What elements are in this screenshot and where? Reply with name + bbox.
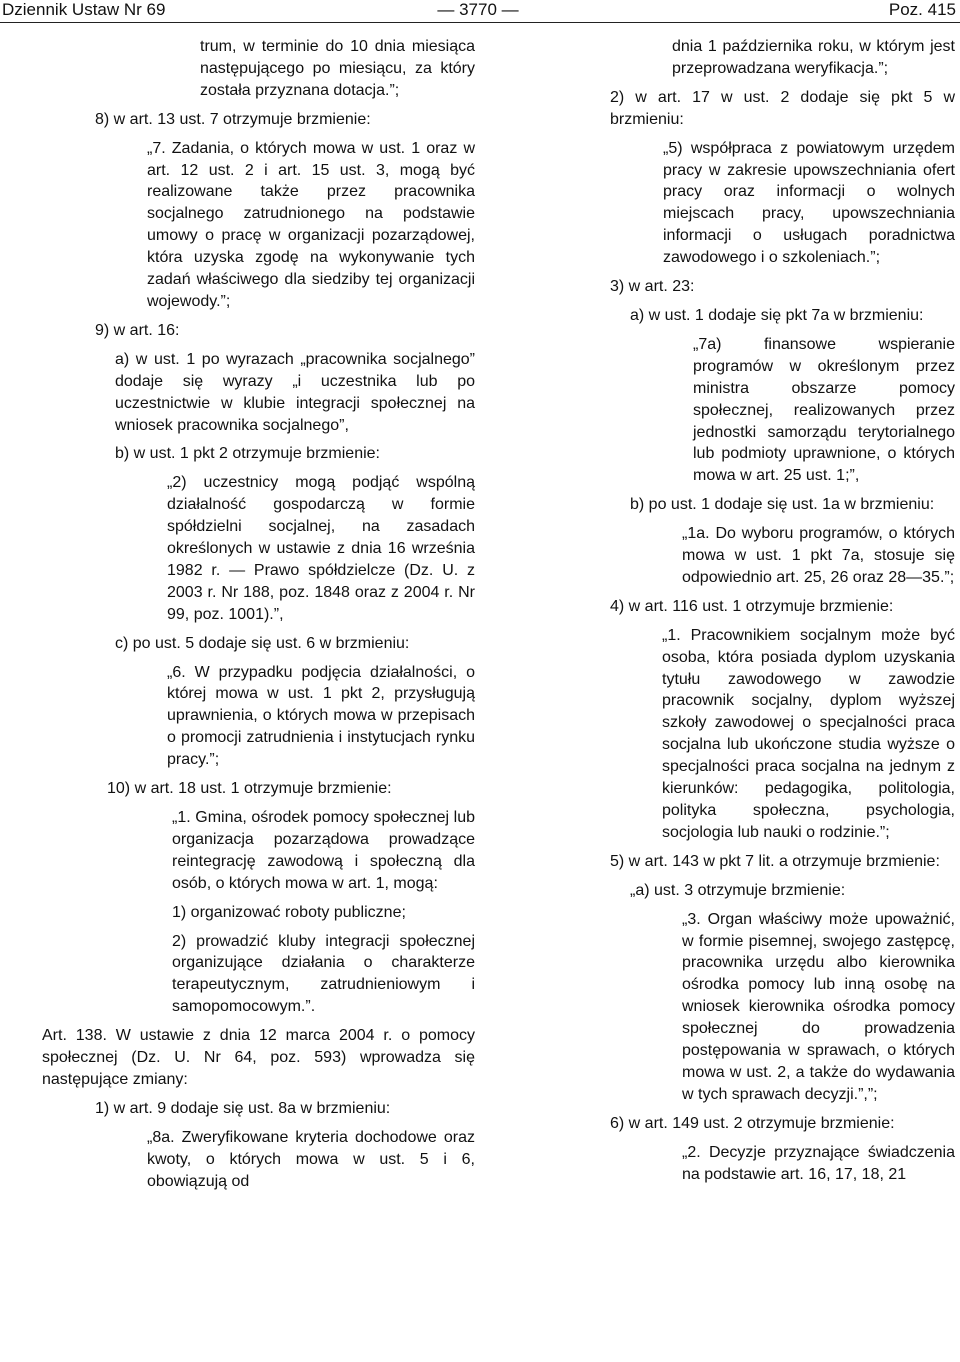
paragraph: „2. Decyzje przyznające świadczenia na podstawie art. 16, 17, 18, 21 [682, 1143, 955, 1183]
paragraph: c) po ust. 5 dodaje się ust. 6 w brzmieniu: [115, 634, 410, 652]
paragraph: „8a. Zweryfikowane kryteria dochodowe oraz kwoty, o których mowa w ust. 5 i 6, obowiązują od [147, 1128, 475, 1190]
paragraph: „7. Zadania, o których mowa w ust. 1 oraz w art. 12 ust. 2 i art. 15 ust. 3, mogą być realizowane także przez pracownika socjalnego zatrudnionego na podstawie umowy o pracę w organizacji pozarządowej, która uzyska zgodę na wykonywanie tych zadań właściwego dla siedziby tej organizacji wojewody.”; [147, 139, 475, 310]
paragraph: 4) w art. 116 ust. 1 otrzymuje brzmienie: [610, 597, 894, 615]
paragraph: a) w ust. 1 po wyrazach „pracownika socjalnego” dodaje się wyrazy „i uczestnika lub po uczestnictwie w klubie integracji społecznej na wniosek pracownika socjalnego”, [115, 350, 475, 434]
paragraph: b) w ust. 1 pkt 2 otrzymuje brzmienie: [115, 445, 380, 463]
paragraph: dnia 1 października roku, w którym jest przeprowadzana weryfikacja.”; [672, 38, 955, 77]
right-column [600, 36, 960, 1186]
page-number: — 3770 — [437, 0, 519, 19]
journal-title: Dziennik Ustaw Nr 69 [2, 0, 166, 19]
paragraph: 10) w art. 18 ust. 1 otrzymuje brzmienie: [107, 780, 392, 798]
paragraph: „a) ust. 3 otrzymuje brzmienie: [630, 881, 846, 899]
paragraph: „1. Pracownikiem socjalnym może być osoba, która posiada dyplom uzyskania tytułu zawodowego w zawodzie pracownik socjalny, dyplom wyższej szkoły zawodowej o specjalności praca socjalna lub ukończone studia wyższe o specjalności praca socjalna na jednym z kierunków: pedagogika, politologia, polityka społeczna, psychologia, socjologia lub nauki o rodzinie.”; [662, 626, 955, 841]
paragraph: 1) w art. 9 dodaje się ust. 8a w brzmieniu: [95, 1099, 391, 1117]
paragraph: 1) organizować roboty publiczne; [172, 903, 406, 921]
position-number: Poz. 415 [888, 0, 956, 19]
paragraph: 2) w art. 17 w ust. 2 dodaje się pkt 5 w brzmieniu: [610, 88, 955, 128]
header-rule [0, 22, 960, 23]
paragraph: „6. W przypadku podjęcia działalności, o której mowa w ust. 1 pkt 2, przysługują uprawnienia, o których mowa w przepisach o promocji zatrudnienia i instytucjach rynku pracy.”; [167, 663, 475, 769]
paragraph: 6) w art. 149 ust. 2 otrzymuje brzmienie: [610, 1114, 895, 1132]
paragraph: „5) współpraca z powiatowym urzędem pracy w zakresie upowszechniania ofert pracy oraz informacji o wolnych miejscach pracy, upowszechniania informacji o usługach poradnictwa zawodowego i o szkoleniach.”; [663, 139, 955, 267]
paragraph: 9) w art. 16: [95, 321, 180, 339]
paragraph: 8) w art. 13 ust. 7 otrzymuje brzmienie: [95, 110, 371, 128]
paragraph: „7a) finansowe wspieranie programów w określonym przez ministra obszarze pomocy społecznej, realizowanych przez jednostki samorządu terytorialnego lub podmioty uprawnione, o których mowa w art. 25 ust. 1;”, [693, 335, 955, 485]
paragraph: „1a. Do wyboru programów, o których mowa w ust. 1 pkt 7a, stosuje się odpowiednio art. 25, 26 oraz 28—35.”; [682, 525, 955, 586]
left-column [42, 36, 475, 1193]
paragraph: „1. Gmina, ośrodek pomocy społecznej lub organizacja pozarządowa prowadzące reintegrację zawodową i społeczną dla osób, o których mowa w art. 1, mogą: [172, 809, 475, 892]
paragraph: 3) w art. 23: [610, 278, 695, 296]
paragraph: 2) prowadzić kluby integracji społecznej organizujące działania o charakterze terapeutycznym, zatrudnieniowym i samopomocowym.”. [172, 932, 475, 1016]
paragraph: „3. Organ właściwy może upoważnić, w formie pisemnej, swojego zastępcę, pracownika urzędu albo kierownika ośrodka pomocy lub inną osobę na wniosek kierownika ośrodka pomocy społecznej do prowadzenia postępowania w sprawach, o których mowa w ust. 2, a także do wydawania w tych sprawach decyzji.”,”; [682, 910, 955, 1103]
page-header [0, 0, 960, 26]
paragraph: trum, w terminie do 10 dnia miesiąca następującego po miesiącu, za który została przyznana dotacja.”; [200, 38, 475, 99]
paragraph: b) po ust. 1 dodaje się ust. 1a w brzmieniu: [630, 496, 935, 514]
paragraph: Art. 138. W ustawie z dnia 12 marca 2004 r. o pomocy społecznej (Dz. U. Nr 64, poz. 593) wprowadza się następujące zmiany: [42, 1027, 475, 1088]
paragraph: a) w ust. 1 dodaje się pkt 7a w brzmieniu: [630, 306, 924, 324]
paragraph: 5) w art. 143 w pkt 7 lit. a otrzymuje brzmienie: [610, 852, 940, 870]
paragraph: „2) uczestnicy mogą podjąć wspólną działalność gospodarczą w formie spółdzielni socjalnej, na zasadach określonych w ustawie z dnia 16 września 1982 r. — Prawo spółdzielcze (Dz. U. z 2003 r. Nr 188, poz. 1848 oraz z 2004 r. Nr 99, poz. 1001).”, [167, 474, 475, 623]
